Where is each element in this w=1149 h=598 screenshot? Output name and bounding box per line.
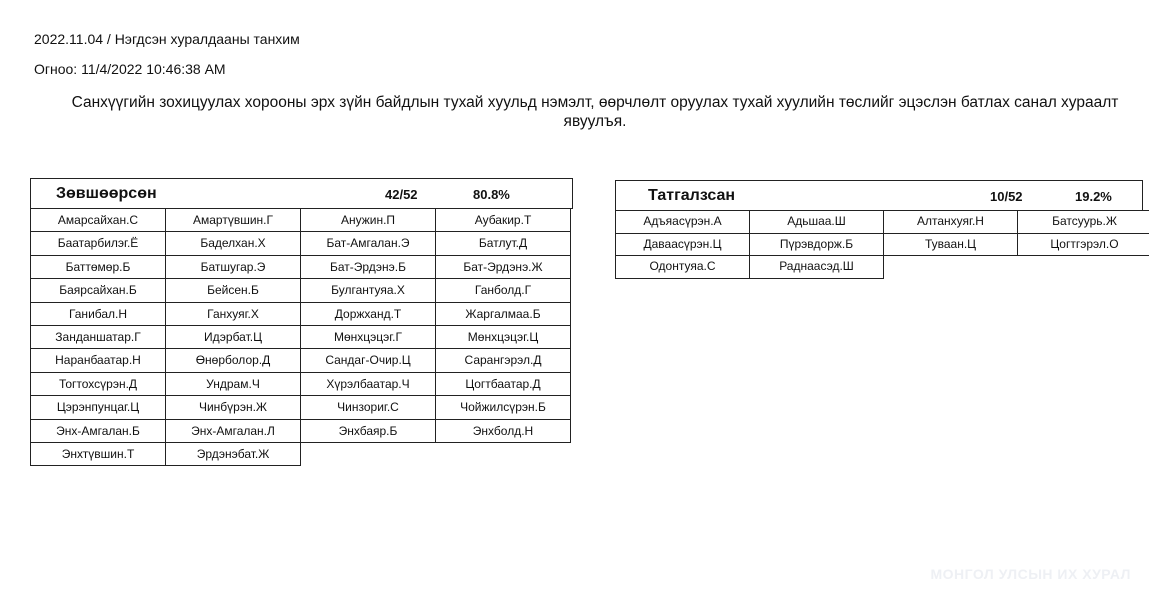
approved-member-name: Чинбүрэн.Ж — [166, 396, 301, 419]
approved-member-name: Энх-Амгалан.Б — [31, 420, 166, 443]
approved-member-name: Занданшатар.Г — [31, 326, 166, 349]
approved-member-name: Мөнхцэцэг.Г — [301, 326, 436, 349]
approved-member-name: Тогтохсүрэн.Д — [31, 373, 166, 396]
approved-member-name: Ганболд.Г — [436, 279, 571, 302]
approved-member-name: Бейсен.Б — [166, 279, 301, 302]
rejected-percent: 19.2% — [1075, 189, 1112, 204]
rejected-count: 10/52 — [990, 189, 1023, 204]
approved-member-name: Өнөрболор.Д — [166, 349, 301, 372]
approved-member-name: Энхбаяр.Б — [301, 420, 436, 443]
approved-member-name: Ганибал.Н — [31, 303, 166, 326]
approved-member-name: Амарсайхан.С — [31, 209, 166, 232]
session-date-room: 2022.11.04 / Нэгдсэн хуралдааны танхим — [34, 31, 300, 47]
approved-member-name: Чойжилсүрэн.Б — [436, 396, 571, 419]
approved-member-name: Сандаг-Очир.Ц — [301, 349, 436, 372]
approved-member-name: Бат-Эрдэнэ.Б — [301, 256, 436, 279]
approved-member-name: Баттөмөр.Б — [31, 256, 166, 279]
approved-member-name: Цогтбаатар.Д — [436, 373, 571, 396]
approved-member-name: Энх-Амгалан.Л — [166, 420, 301, 443]
approved-member-name: Анужин.П — [301, 209, 436, 232]
approved-member-name: Сарангэрэл.Д — [436, 349, 571, 372]
approved-member-name: Мөнхцэцэг.Ц — [436, 326, 571, 349]
approved-member-name: Баделхан.Х — [166, 232, 301, 255]
approved-member-name: Батшугар.Э — [166, 256, 301, 279]
approved-member-name: Бат-Эрдэнэ.Ж — [436, 256, 571, 279]
approved-member-name: Ганхуяг.Х — [166, 303, 301, 326]
rejected-member-name: Адьшаа.Ш — [750, 211, 884, 234]
approved-member-name: Энхболд.Н — [436, 420, 571, 443]
approved-member-name: Энхтүвшин.Т — [31, 443, 166, 466]
rejected-member-name: Раднаасэд.Ш — [750, 256, 884, 279]
approved-member-name: Эрдэнэбат.Ж — [166, 443, 301, 466]
approved-member-name: Баатарбилэг.Ё — [31, 232, 166, 255]
approved-member-name: Амартүвшин.Г — [166, 209, 301, 232]
approved-member-name: Булгантуяа.Х — [301, 279, 436, 302]
approved-member-name: Бат-Амгалан.Э — [301, 232, 436, 255]
rejected-member-name: Батсуурь.Ж — [1018, 211, 1149, 234]
rejected-member-name: Цогтгэрэл.О — [1018, 234, 1149, 257]
approved-member-name: Доржханд.Т — [301, 303, 436, 326]
approved-member-name: Хүрэлбаатар.Ч — [301, 373, 436, 396]
approved-member-name: Цэрэнпунцаг.Ц — [31, 396, 166, 419]
approved-member-name: Идэрбат.Ц — [166, 326, 301, 349]
approved-title: Зөвшөөрсөн — [56, 185, 157, 202]
approved-count: 42/52 — [385, 187, 418, 202]
rejected-member-name: Одонтуяа.С — [616, 256, 750, 279]
rejected-member-name: Алтанхуяг.Н — [884, 211, 1018, 234]
rejected-votes-table — [615, 180, 1149, 279]
rejected-member-name: Адъяасүрэн.А — [616, 211, 750, 234]
rejected-member-name: Пүрэвдорж.Б — [750, 234, 884, 257]
vote-timestamp: Огноо: 11/4/2022 10:46:38 AM — [34, 61, 226, 77]
rejected-member-name: Туваан.Ц — [884, 234, 1018, 257]
rejected-title: Татгалзсан — [648, 187, 736, 204]
rejected-header — [615, 180, 1143, 210]
approved-member-name: Чинзориг.С — [301, 396, 436, 419]
approved-names-grid — [30, 208, 573, 466]
approved-member-name: Баярсайхан.Б — [31, 279, 166, 302]
vote-subject: Санхүүгийн зохицуулах хорооны эрх зүйн байдлын тухай хуульд нэмэлт, өөрчлөлт оруулах тухай хуулийн төслийг эцэслэн батлах санал хураалт явуулъя. — [71, 94, 1119, 130]
approved-member-name: Аубакир.Т — [436, 209, 571, 232]
approved-member-name: Батлут.Д — [436, 232, 571, 255]
rejected-names-grid — [615, 210, 1149, 279]
watermark-text: МОНГОЛ УЛСЫН ИХ ХУРАЛ — [930, 566, 1131, 582]
approved-header — [30, 178, 573, 208]
approved-member-name: Жаргалмаа.Б — [436, 303, 571, 326]
approved-member-name: Наранбаатар.Н — [31, 349, 166, 372]
approved-member-name: Ундрам.Ч — [166, 373, 301, 396]
approved-votes-table — [30, 178, 573, 466]
approved-percent: 80.8% — [473, 187, 510, 202]
rejected-member-name: Даваасүрэн.Ц — [616, 234, 750, 257]
